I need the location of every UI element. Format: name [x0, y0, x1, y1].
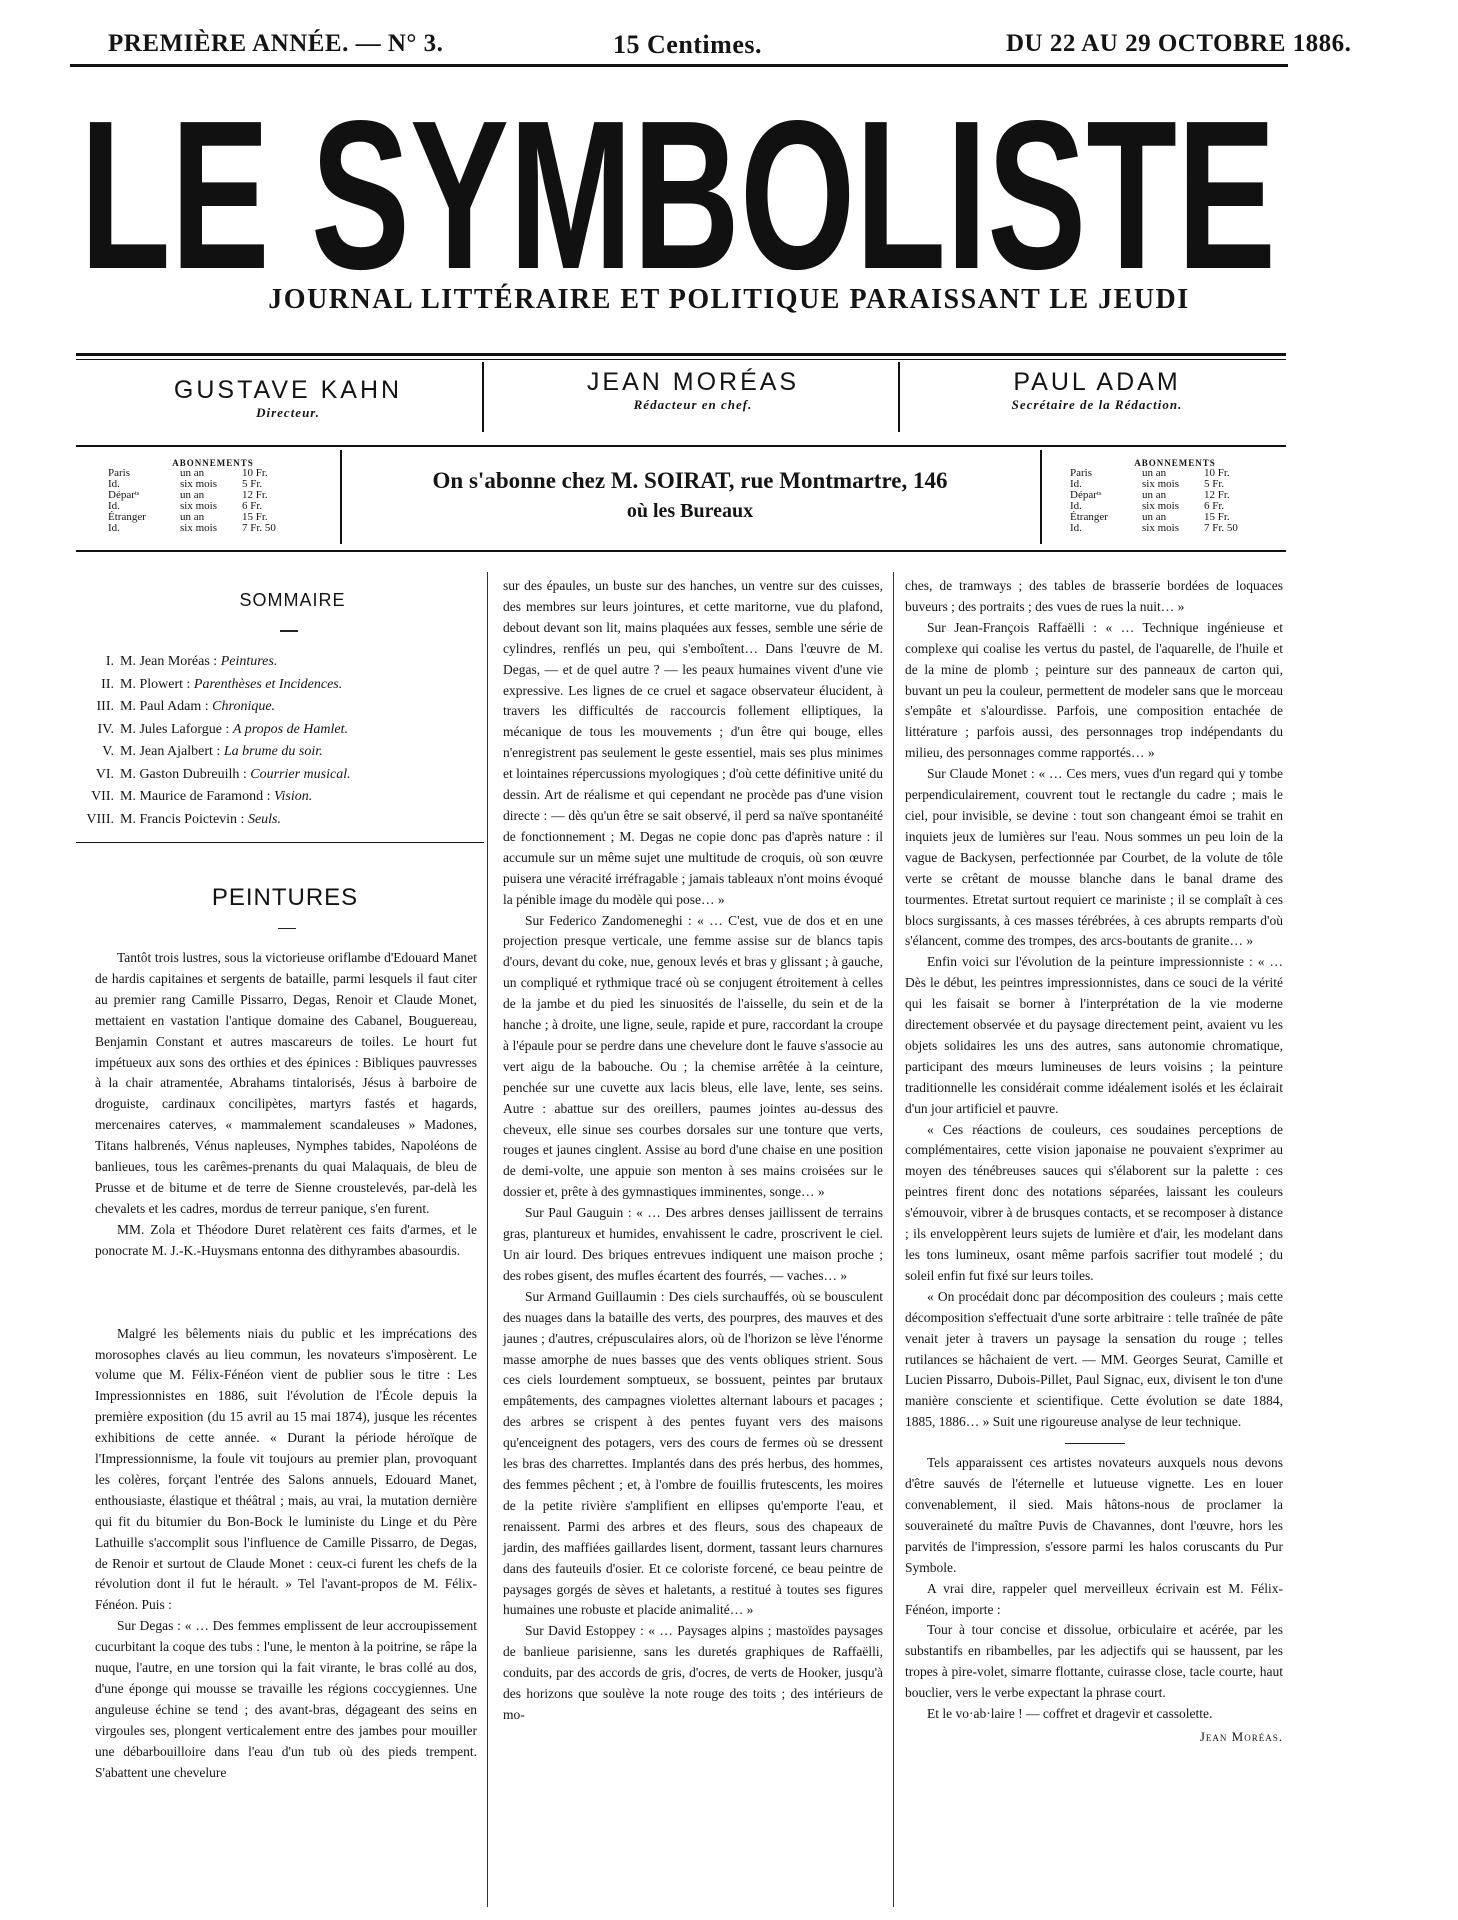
staff-name: JEAN MORÉAS: [586, 368, 800, 396]
subscription-row: Id. six mois 6 Fr.: [108, 500, 263, 512]
staff-role: Rédacteur en chef.: [633, 397, 753, 412]
paragraph: « Ces réactions de couleurs, ces soudaines perceptions de complémentaires, cette vision japonaise ne pouvaient s'exprimer au moyen des ténébreuses sauces qui s'élaborent sur la palette : ces peintres firent donc des notations séparées, laissant les couleurs s'émouvoir, vibrer à de brusques contacts, et se recomposer à distance ; ils enveloppèrent leurs sujets de lumière et d'air, les modelant dans les tons lumineux, osant même parfois sacrifier tout modelé ; du soleil enfin fut fixé sur leurs toiles.: [905, 1121, 1283, 1283]
paragraph: Sur Degas : « … Des femmes emplissent de leur accroupissement cucurbitant la coque des tubs : l'une, le menton à la poitrine, se râpe la nuque, l'autre, en une torsion qui la fait virante, le bras collé au dos, d'une éponge qui mousse se travaille les régions coccygiennes. Une anguleuse échine se tend ; des avant-bras, dégageant des seins en virgoules ses, plongent verticalement entre des jambes pour mouiller une débarbouilloire dans l'eau d'un tub où des pieds trempent. S'abattent une chevelure: [95, 1618, 477, 1780]
paragraph: Malgré les bêlements niais du public et les imprécations des morosophes clavés au lieu commun, les novateurs s'imposèrent. Le volume que M. Félix-Fénéon vient de publier sous le titre : Les Impressionnistes en 1886, suit l'évolution de l'École depuis la première exposition (du 15 avril au 15 mai 1874), jusque les récentes exhibitions de cette année. « Durant la période héroïque de l'Impressionnisme, la foule vit toujours au premier plan, provoquant les colères, forçant l'entrée des Salons annuels, Edouard Manet, enthousiaste, élastique et théâtral ; mais, au vrai, la mutation dernière qui fit du bitumier du Bon-Bock le luministe du Linge et du Père Lathuille s'accomplit sous l'influence de Camille Pissarro, de Degas, de Renoir et surtout de Claude Monet : ceux-ci furent les chefs de la révolution dont il fut le hérault. » Tel l'avant-propos de M. Félix-Fénéon. Puis :: [95, 1325, 477, 1613]
paragraph: Sur Federico Zandomeneghi : « … C'est, vue de dos et en une projection presque verticale, une femme assise sur de blancs tapis d'ours, devant du coke, nue, genoux levés et bras y glissant ; à gauche, un compliqué et rythmique tracé où se conjugent étroitement à celles de la jambe et du pied les sinuosités de l'aisselle, du sein et de la hanche ; à droite, une ligne, seule, rapide et pure, raccordant la croupe à l'épaule pour se perdre dans une chevelure dont le fauve s'associe au vert aigu de la babouche. Ou ; la chemise arrêtée à la ceinture, penchée sur une cuvette aux lacis bleus, elle lave, lente, ses seins. Autre : abattue sur des oreillers, paumes jointes au-dessus des cheveux, elle sinue ses courbes dorsales sur une tonture que verts, rouges et jaunes cinglent. Assise au bord d'une chaise en une position de demi-volte, une appuie son menton à ses mains croisées sur le dossier et, prête à des gymnastiques imminentes, songe… »: [503, 912, 883, 1200]
subs-divider-1: [340, 450, 342, 544]
sommaire-item: VI. M. Gaston Dubreuilh : Courrier musical.: [95, 766, 351, 782]
subs-top-rule: [76, 445, 1286, 447]
subs-divider-2: [1040, 450, 1042, 544]
subscription-row: Id. six mois 6 Fr.: [1070, 500, 1225, 512]
edition-number: PREMIÈRE ANNÉE. — N° 3.: [108, 30, 444, 57]
price: 15 Centimes.: [613, 30, 762, 59]
subscription-row: Étranger un an 15 Fr.: [1070, 511, 1230, 523]
staff-director: [100, 376, 476, 421]
paragraph: Sur Claude Monet : « … Ces mers, vues d'un regard qui y tombe perpendiculairement, couvrent tout le rectangle du cadre ; mais le ciel, pour invisible, se devine : tout son changeant émoi se trahit en inquiets jeux de lumières sur l'eau. Nous sommes un peu loin de la vague de Backysen, perfectionnée par Courbet, de la volute de tôle verte se crêtant de mousse blanche dans le banal drame des tourmentes. Etretat surtout requiert ce mariniste ; il se complaît à ces blocs surgissants, à ces masses térébrées, à ces abrupts remparts d'où s'élancent, comme des trompes, des arcs-boutants de granite… »: [905, 766, 1283, 949]
section-dash: [1065, 1443, 1125, 1444]
staff-divider-2: [898, 362, 900, 432]
title-dash: [278, 928, 296, 929]
subscription-row: Id. six mois 5 Fr.: [1070, 478, 1225, 490]
sommaire-item: VII. M. Maurice de Faramond : Vision.: [91, 789, 313, 804]
column-rule-2: [893, 572, 894, 1907]
paragraph: Sur Paul Gauguin : « … Des arbres denses jaillissent de terrains gras, plantureux et humides, envahissent le cadre, proscrivent le ciel. Un air lourd. Des briques entrevues indiquent une maison proche ; des robes gisent, des mufles écartent des fourrés, — vaches… »: [503, 1205, 883, 1283]
issue-dates: DU 22 AU 29 OCTOBRE 1886.: [1006, 30, 1352, 57]
sommaire-list: [70, 651, 480, 831]
subscription-notice: [350, 468, 1030, 523]
article-column-3: [905, 576, 1283, 1748]
staff-role: Directeur.: [256, 405, 320, 420]
staff-divider-1: [482, 362, 484, 432]
paragraph: Tels apparaissent ces artistes novateurs auxquels nous devons d'être sauvés de l'éternelle et lutueuse vignette. Les en louer convenablement, il sied. Mais hâtons-nous de proclamer la souveraineté du maître Puvis de Chavannes, dont l'œuvre, hors les parvités de l'impression, s'essore parmi les halos coruscants du Pur Symbole.: [905, 1455, 1283, 1575]
paragraph: Enfin voici sur l'évolution de la peinture impressionniste : « … Dès le début, les peintres impressionnistes, dans ce souci de la vérité qui les faisait se borner à l'interprétation de la vie moderne directement observée et du paysage directement peint, avaient vu les objets solidaires les uns des autres, sans autonomie chromatique, participant des mœurs lumineuses de leurs voisins ; la peinture traditionnelle les considérait comme idéalement isolés et les éclairait d'un jour artificiel et pauvre.: [905, 954, 1283, 1116]
subscription-table-right: [1070, 458, 1280, 534]
sommaire-item: I. M. Jean Moréas : Peintures.: [105, 654, 278, 669]
article-column-2: [503, 576, 883, 1726]
subscription-row: Étranger un an 15 Fr.: [108, 511, 268, 523]
staff-editor: [496, 368, 890, 413]
subscription-row: Paris un an 10 Fr.: [108, 467, 268, 479]
staff-name: GUSTAVE KAHN: [173, 376, 403, 404]
staff-secretary: [912, 368, 1282, 413]
column-rule-1: [487, 572, 488, 1907]
paragraph: Tour à tour concise et dissolue, orbiculaire et acérée, par les substantifs en ribambelles, par les adjectifs qui se haussent, par les tropes à pire-volet, simarre flottante, cuirasse close, tacle courte, haut bouclier, vers le verbe expectant la phrase court.: [905, 1622, 1283, 1701]
subscription-row: Id. six mois 7 Fr. 50: [108, 522, 276, 534]
subscription-table-left: [108, 458, 318, 534]
paragraph: A vrai dire, rappeler quel merveilleux écrivain est M. Félix-Fénéon, importe :: [905, 1580, 1283, 1617]
subscription-title: ABONNEMENTS: [1134, 458, 1216, 468]
masthead-title: LE SYMBOLISTE: [80, 96, 1276, 276]
subscription-row: Id. six mois 7 Fr. 50: [1070, 522, 1238, 534]
notice-line-2: où les Bureaux: [626, 500, 754, 522]
staff-top-rule-thin: [76, 359, 1286, 360]
paragraph: sur des épaules, un buste sur des hanches, un ventre sur des cuisses, des membres sur leurs jointures, et cette maritorne, vue du plafond, debout devant son lit, mains plaquées aux fesses, semble une série de cylindres, renflés un peu, qui s'emboîtent… Dans l'œuvre de M. Degas, — et de quel autre ? — les peaux humaines vivent d'une vie expressive. Les lignes de ce cruel et sagace observateur élucident, à travers les difficultés de raccourcis follement elliptiques, la mécanique de tous les mouvements ; d'un être qui bouge, elles n'enregistrent pas seulement le geste essentiel, mais ses plus minimes et lointaines répercussions myologiques ; d'où cette définitive unité du dessin. Art de réalisme et qui cependant ne procède pas d'une vision directe : — dès qu'un être se sait observé, il perd sa naïve spontanéité de fonctionnement ; M. Degas ne copie donc pas d'après nature : il accumule sur un même sujet une multitude de croquis, où son œuvre puisera une véracité irréfragable ; jamais tableaux n'ont moins évoqué la pénible image du modèle qui pose… »: [503, 578, 883, 907]
top-rule: [70, 64, 1288, 67]
signature-row: [905, 1727, 1283, 1748]
paragraph: ches, de tramways ; des tables de brasserie bordées de loquaces buveurs ; des portraits ; des vues de rues la nuit… »: [905, 578, 1283, 614]
notice-line-1: On s'abonne chez M. SOIRAT, rue Montmartre, 146: [432, 468, 948, 493]
staff-top-rule: [76, 353, 1286, 356]
sommaire-item: IV. M. Jules Laforgue : A propos de Hamlet.: [97, 721, 348, 737]
subscription-row: Déparᵗˢ un an 12 Fr.: [108, 489, 268, 501]
subscription-row: Déparᵗˢ un an 12 Fr.: [1070, 489, 1230, 501]
staff-role: Secrétaire de la Rédaction.: [1011, 397, 1183, 412]
article-column-1: [95, 948, 477, 1784]
sommaire-heading: SOMMAIRE: [239, 590, 346, 610]
subscription-row: Id. six mois 5 Fr.: [108, 478, 263, 490]
sommaire-item: V. M. Jean Ajalbert : La brume du soir.: [102, 744, 323, 759]
paragraph: Sur Armand Guillaumin : Des ciels surchauffés, où se bousculent des nuages dans la bataille des verts, des pourpres, des mauves et des jaunes ; d'autres, crépusculaires alors, où de l'horizon se lève l'énorme masse amorphe de nues basses que des vents obliques strient. Sous ces ciels lourdement somptueux, se bossuent, peintes par brutaux empâtements, des campagnes violettes alternant labours et pacages ; des arbres se crispent à des pentes fuyant vers des maisons qu'enceignent des potagers, vers des cours de fermes où se dressent les bras des charrettes. Implantés dans des prés herbus, des hommes, des femmes pêchent ; et, à l'ombre de fouillis frutescents, les moires de la petite rivière s'amplifient en ellipses qu'emporte l'eau, et renaissent. Parmi des arbres et des fleurs, sous des chapeaux de jardin, des maffiées gaillardes lisent, dorment, tassant leurs charnures dans des fauteuils d'osier. Et ce coloriste forcené, ce beau peintre de paysages gorgés de sèves et haletants, a restitué à toutes ses figures humaines une robuste et placide animalité… »: [503, 1288, 883, 1618]
masthead: [78, 96, 1278, 276]
paragraph: Sur David Estoppey : « … Paysages alpins ; mastoïdes paysages de banlieue parisienne, sans les duretés graphiques de Raffaëlli, conduits, par des accords de gris, d'ocres, de verts de Hooker, jusqu'à des horizons que soulève la note rouge des toits ; des intérieurs de mo-: [503, 1623, 883, 1722]
paragraph: « On procédait donc par décomposition des couleurs ; mais cette décomposition s'effectuait d'une sorte arbitraire : telle traînée de pâte venait jeter à travers un paysage la sensation du rouge ; telles rutilances se hâchaient de vert. — MM. Georges Seurat, Camille et Lucien Pissarro, Dubois-Pillet, Paul Signac, eux, divisent le ton d'une manière consciente et scientifique. Cette évolution se date 1884, 1885, 1886… » Suit une rigoureuse analyse de leur technique.: [905, 1288, 1283, 1430]
author-signature: Jean Moréas.: [1199, 1728, 1283, 1744]
article-title: PEINTURES: [211, 884, 359, 911]
subtitle: JOURNAL LITTÉRAIRE ET POLITIQUE PARAISSANT LE JEUDI: [268, 284, 1190, 315]
subs-bottom-rule: [76, 550, 1286, 552]
sommaire-item: III. M. Paul Adam : Chronique.: [96, 699, 276, 714]
sommaire-bottom-rule: [76, 842, 484, 843]
sommaire-item: II. M. Plowert : Parenthèses et Incidences.: [101, 676, 343, 692]
sommaire-item: VIII. M. Francis Poictevin : Seuls.: [86, 811, 281, 827]
sommaire: [110, 590, 475, 611]
sommaire-dash: [280, 630, 298, 632]
subscription-row: Paris un an 10 Fr.: [1070, 467, 1230, 479]
section-break: [905, 1433, 1283, 1453]
paragraph: Tantôt trois lustres, sous la victorieuse oriflambe d'Edouard Manet de hardis capitaines et sergents de bataille, parmi lesquels il faut citer au premier rang Camille Pissarro, Degas, Renoir et Claude Monet, mettaient en vastation l'antique domaine des Cabanel, Bouguereau, Benjamin Constant et autres mascareurs de toiles. Le hourt fut impétueux aux sons des orthies et des épinices : Bibliques pauvresses à la chair atramentée, Abrahams tintalorisés, Jésus à barboire de droguiste, cardinaux concilipètes, martyrs fastés et hagards, mercenaires caterves, « mammalement scandaleuses » Madones, Titans halbrenés, Vénus napleuses, Nymphes tabides, Napoléons de banlieues, tous les carêmes-prenants du quai Malaquais, de bleu de Prusse et de bitume et de terre de Sienne croustelevés, par-delà les chevalets et les cadres, mordus de terreur panique, s'en furent.: [95, 950, 477, 1216]
paragraph: Sur Jean-François Raffaëlli : « … Technique ingénieuse et complexe qui coalise les vertus du pastel, de l'aquarelle, de l'huile et de la mine de plomb ; peinture sur des panneaux de carton qui, buvant un peu la couleur, permettent de modeler sans que le morceau s'empâte et s'alourdisse. Parfois, une composition entachée de littérature ; parfois aussi, des personnages trop indépendants du milieu, des personnages comme rapportés… »: [905, 619, 1283, 761]
paragraph: Et le vo·ab·laire ! — coffret et dragevir et cassolette.: [927, 1706, 1213, 1722]
paragraph: MM. Zola et Théodore Duret relatèrent ces faits d'armes, et le ponocrate M. J.-K.-Huysmans entonna des dithyrambes abasourdis.: [95, 1221, 477, 1258]
paragraph-gap: [95, 1262, 477, 1324]
staff-name: PAUL ADAM: [1013, 368, 1181, 396]
subscription-title: ABONNEMENTS: [172, 458, 254, 468]
